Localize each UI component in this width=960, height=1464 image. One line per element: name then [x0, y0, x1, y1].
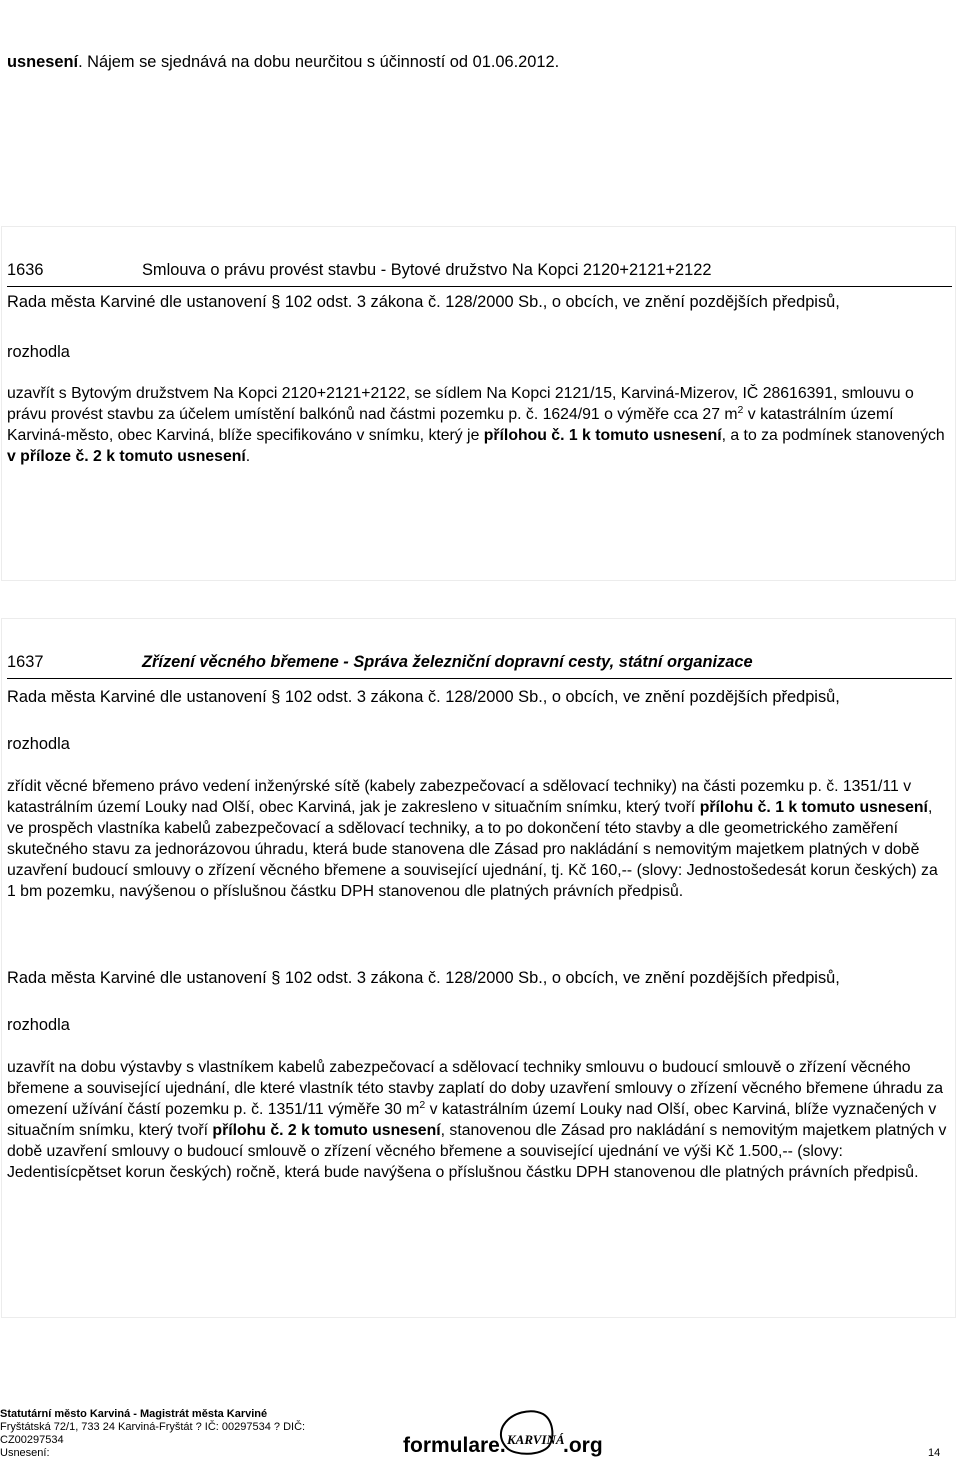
logo-graphic — [403, 1406, 613, 1457]
resolution-part: , a to za podmínek stanovených — [721, 427, 945, 444]
section-heading-1636 — [7, 260, 952, 287]
carryover-text: . Nájem se sjednává na dobu neurčitou s účinností od 01.06.2012. — [78, 53, 560, 71]
resolution-part: zřídit věcné břemeno právo vedení inženýrské sítě (kabely zabezpečovací a sdělovací techniky) na části pozemku p. č. 1351/11 v katastrálním území Louky nad Olší, obec Karviná, jak je zakresleno v situačním snímku, který tvoří — [7, 778, 912, 816]
carryover-line — [7, 52, 559, 73]
resolution-part: , ve prospěch vlastníka kabelů zabezpečovací a sdělovací techniky, a to po dokončení této stavby a dle geometrického zaměření skutečného stavu za jednorázovou úhradu, která bude stanovena dle Zásad pro nakládání s nemovitým majetkem platných v době uzavření budoucí smlouvy o zřízení věcného břemene a související ujednání, tj. Kč 160,-- (slovy: Jednostošedesát korun českých) za 1 bm pozemku, navýšenou o příslušnou částku DPH stanovenou dle platných právních předpisů. — [7, 799, 938, 900]
attachment-ref-2: v příloze č. 2 k tomuto usnesení — [7, 448, 246, 465]
footer-vat: CZ00297534 — [0, 1434, 64, 1446]
footer-organization: Statutární město Karviná - Magistrát města Karviné — [0, 1408, 268, 1420]
carryover-bold: usnesení — [7, 53, 79, 71]
footer-label: Usnesení: — [0, 1447, 50, 1459]
section-heading-1637 — [7, 652, 952, 679]
resolution-part: uzavřít na dobu výstavby s vlastníkem kabelů zabezpečovací a sdělovací techniky smlouvu o budoucí smlouvě o zřízení věcného břemene a související ujednání, dle které vlastník této stavby zaplatí do doby uzavření smlouvy o zřízení věcného břemene úhradu za omezení užívání částí pozemku p. č. 1351/11 výměře 30 m — [7, 1059, 944, 1118]
resolution-part: uzavřít s Bytovým družstvem Na Kopci 2120+2121+2122, se sídlem Na Kopci 2121/15, Karviná-Mizerov, IČ 28616391, smlouvu o právu provést stavbu za účelem umístění balkónů nad částmi pozemku p. č. 1624/91 o výměře cca 27 m — [7, 385, 914, 423]
resolution-part: v katastrálním území Louky nad Olší, obec Karviná, blíže vyznačených v situačním snímku, který tvoří — [7, 1101, 937, 1139]
section-number: 1637 — [7, 653, 44, 671]
section-title: Smlouva o právu provést stavbu - Bytové družstvo Na Kopci 2120+2121+2122 — [142, 261, 712, 279]
logo-left-text: formulare. — [403, 1434, 506, 1457]
resolution-text-1637-second — [7, 1057, 947, 1183]
resolution-text-1636 — [7, 383, 947, 467]
resolution-text-1637 — [7, 776, 947, 902]
page-footer — [0, 1408, 305, 1460]
attachment-ref-1: přílohou č. 1 k tomuto usnesení — [483, 427, 722, 444]
decision-word-1636: rozhodla — [7, 343, 70, 361]
preamble-1637: Rada města Karviné dle ustanovení § 102 odst. 3 zákona č. 128/2000 Sb., o obcích, ve znění pozdějších předpisů, — [7, 688, 840, 706]
logo-center-text: KARVINÁ — [507, 1432, 565, 1447]
superscript: 2 — [419, 1099, 426, 1111]
footer-address: Fryštátská 72/1, 733 24 Karviná-Fryštát ? IČ: 00297534 ? DIČ: — [0, 1421, 306, 1433]
attachment-ref-2: přílohu č. 2 k tomuto usnesení — [212, 1122, 441, 1139]
resolution-part: v katastrálním území Karviná-město, obec Karviná, blíže specifikováno v snímku, který je — [7, 406, 894, 444]
superscript: 2 — [737, 404, 744, 416]
section-number: 1636 — [7, 261, 44, 279]
page-number: 14 — [928, 1447, 941, 1459]
decision-word-1637: rozhodla — [7, 735, 70, 753]
preamble-1636: Rada města Karviné dle ustanovení § 102 odst. 3 zákona č. 128/2000 Sb., o obcích, ve znění pozdějších předpisů, — [7, 293, 840, 311]
formulare-karvina-logo — [403, 1406, 613, 1457]
resolution-part: . — [245, 448, 251, 465]
preamble-1637-second: Rada města Karviné dle ustanovení § 102 odst. 3 zákona č. 128/2000 Sb., o obcích, ve znění pozdějších předpisů, — [7, 969, 840, 987]
logo-right-text: .org — [563, 1434, 603, 1457]
attachment-ref-1: přílohu č. 1 k tomuto usnesení — [699, 799, 928, 816]
section-title: Zřízení věcného břemene - Správa železniční dopravní cesty, státní organizace — [142, 653, 753, 671]
decision-word-1637-second: rozhodla — [7, 1016, 70, 1034]
resolution-part: , stanovenou dle Zásad pro nakládání s nemovitým majetkem platných v době uzavření smlouvy o budoucí smlouvě o zřízení věcného břemene a související ujednání ve výši Kč 1.500,-- (slovy: Jedentisícpětset korun českých) ročně, která bude navýšena o příslušnou částku DPH stanovenou dle platných právních předpisů. — [7, 1122, 947, 1181]
